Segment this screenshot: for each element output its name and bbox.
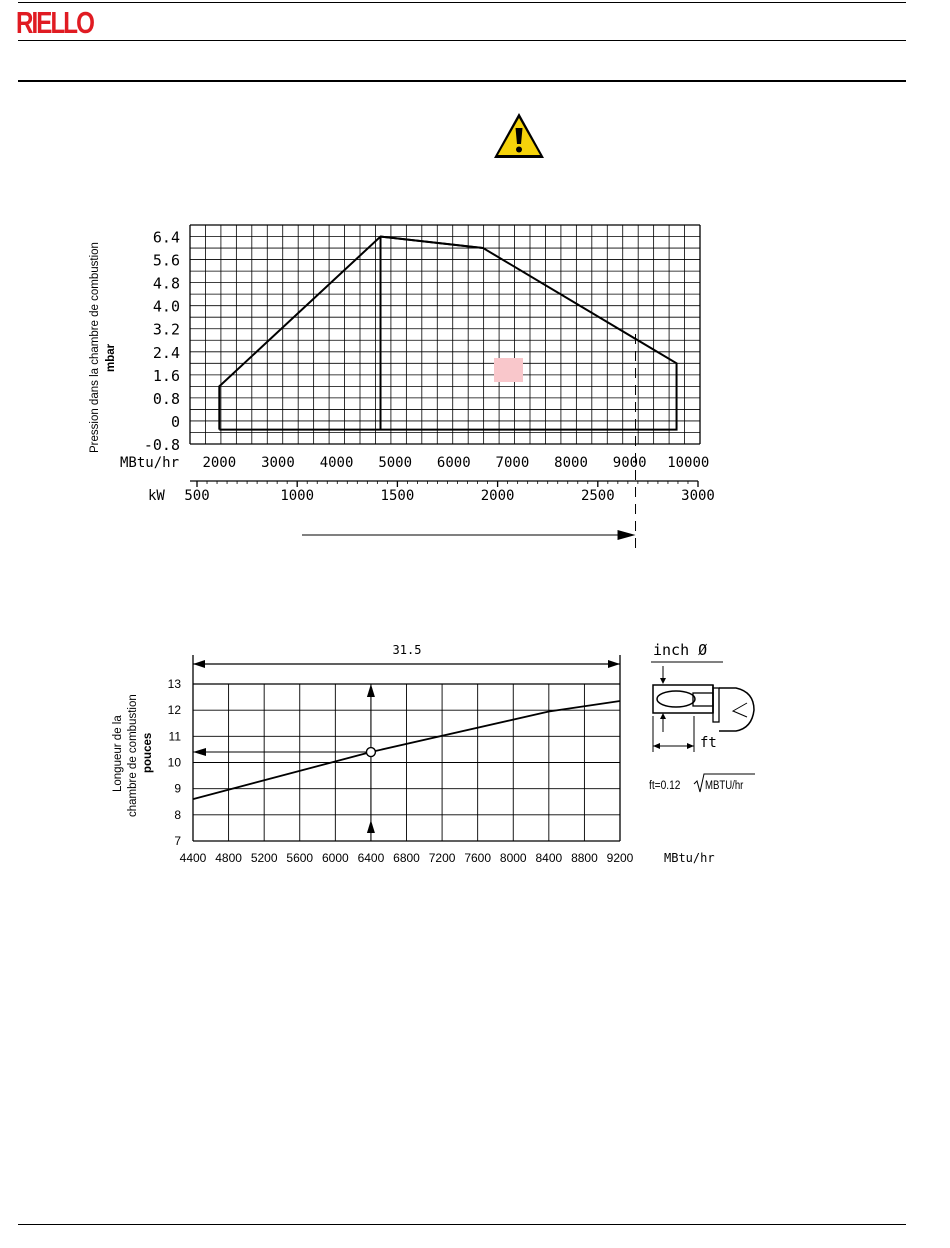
chart1-kw-tick-label: 500 bbox=[184, 488, 210, 504]
chart2-x-tick-label: 6400 bbox=[357, 851, 385, 865]
chart2-x-tick-label: 8400 bbox=[535, 851, 563, 865]
chart1-kw-tick-label: 1000 bbox=[280, 488, 315, 504]
chart1-x-tick-label: 4000 bbox=[319, 455, 354, 471]
riello-logo: RIELLO bbox=[16, 5, 93, 40]
chart1-y-tick-label: -0.8 bbox=[143, 436, 180, 454]
chart1-y-label-line1: Pression dans la chambre de combustion bbox=[89, 242, 101, 453]
chart2-x-tick-label: 9200 bbox=[606, 851, 634, 865]
chart2-y-tick-label: 11 bbox=[168, 729, 181, 744]
footer-rule bbox=[18, 1224, 906, 1225]
chart1-kw-tick-label: 2500 bbox=[580, 488, 615, 504]
chart2-x-tick-label: 4400 bbox=[179, 851, 207, 865]
chart2-dimension-arrow-right bbox=[608, 660, 620, 668]
chart1-y-label-line2: mbar bbox=[105, 343, 117, 372]
sketch-formula-radicand: MBTU/hr bbox=[705, 779, 744, 793]
chart1-y-tick-label: 3.2 bbox=[152, 320, 180, 339]
chart2-arrow-up-top bbox=[367, 684, 375, 697]
chart1-x-tick-label: 8000 bbox=[554, 455, 588, 471]
chart2-arrow-up-bottom bbox=[367, 820, 375, 833]
chart2-y-tick-label: 9 bbox=[174, 781, 181, 796]
chart1-x-tick-label: 3000 bbox=[261, 455, 295, 471]
chart1-x-tick-label: 9000 bbox=[612, 455, 647, 471]
sketch-title: inch Ø bbox=[653, 641, 708, 659]
chart2-x-tick-label: 8800 bbox=[571, 851, 598, 865]
chart1-x2-label: kW bbox=[148, 488, 165, 504]
chart2-y-tick-label: 13 bbox=[167, 677, 181, 691]
burner-head-sketch bbox=[649, 641, 755, 792]
chart1-y-tick-label: 4.0 bbox=[152, 297, 180, 316]
chart2-x-tick-label: 7600 bbox=[464, 851, 492, 865]
chart2-marker-point bbox=[366, 748, 375, 757]
chart1-y-tick-label: 6.4 bbox=[152, 228, 180, 247]
chart1-x-tick-label: 5000 bbox=[378, 455, 413, 471]
chart1-x-tick-label: 10000 bbox=[667, 455, 710, 471]
chart2-x-tick-label: 7200 bbox=[428, 851, 456, 865]
chart2-x-label: MBtu/hr bbox=[664, 851, 715, 865]
chart2-y-tick-label: 8 bbox=[174, 807, 181, 822]
chart1-y-tick-label: 2.4 bbox=[152, 343, 180, 362]
chart2-x-tick-label: 6800 bbox=[393, 851, 420, 865]
chart1-x-tick-label: 6000 bbox=[436, 455, 471, 471]
chart1-kw-tick-label: 1500 bbox=[380, 488, 415, 504]
chart2-dimension-label: 31.5 bbox=[392, 643, 422, 657]
chart2-y-tick-label: 7 bbox=[174, 834, 181, 848]
chart2-y-ticks bbox=[168, 677, 182, 848]
chart2-y-label-line2: chambre de combustion bbox=[127, 694, 139, 817]
chart1-y-tick-label: 1.6 bbox=[152, 366, 180, 385]
chart2-dimension-arrow-left bbox=[193, 660, 205, 668]
chart2-x-tick-label: 8000 bbox=[499, 851, 527, 865]
chart2-y-label-line1: Longueur de la bbox=[112, 715, 124, 792]
chart2-x-ticks bbox=[180, 851, 634, 865]
chart2-x-tick-label: 5200 bbox=[250, 851, 278, 865]
chart1-y-tick-label: 5.6 bbox=[152, 251, 180, 270]
sketch-dim-label: ft bbox=[700, 735, 717, 751]
chart2-y-tick-label: 12 bbox=[167, 703, 181, 718]
chart1-x-tick-label: 2000 bbox=[202, 455, 237, 471]
sketch-formula-prefix: ft=0.12 bbox=[649, 779, 681, 793]
chart2-y-tick-label: 10 bbox=[167, 755, 181, 770]
chart2-arrow-left bbox=[193, 748, 206, 756]
chart2-x-tick-label: 6000 bbox=[321, 851, 349, 865]
chart2-y-label-line3: pouces bbox=[142, 732, 154, 773]
chart1-kw-tick-label: 3000 bbox=[681, 488, 715, 504]
chart1-x-label: MBtu/hr bbox=[120, 455, 180, 471]
chart2-x-tick-label: 5600 bbox=[286, 851, 314, 865]
chart1-y-tick-label: 0 bbox=[170, 412, 180, 431]
chart2-grid bbox=[193, 655, 620, 841]
chart2-x-tick-label: 4800 bbox=[215, 851, 242, 865]
chart1-kw-tick-label: 2000 bbox=[480, 488, 515, 504]
chart1-y-tick-label: 0.8 bbox=[152, 389, 180, 408]
chart1-x-tick-label: 7000 bbox=[495, 455, 530, 471]
chart1-y-tick-label: 4.8 bbox=[152, 274, 180, 293]
